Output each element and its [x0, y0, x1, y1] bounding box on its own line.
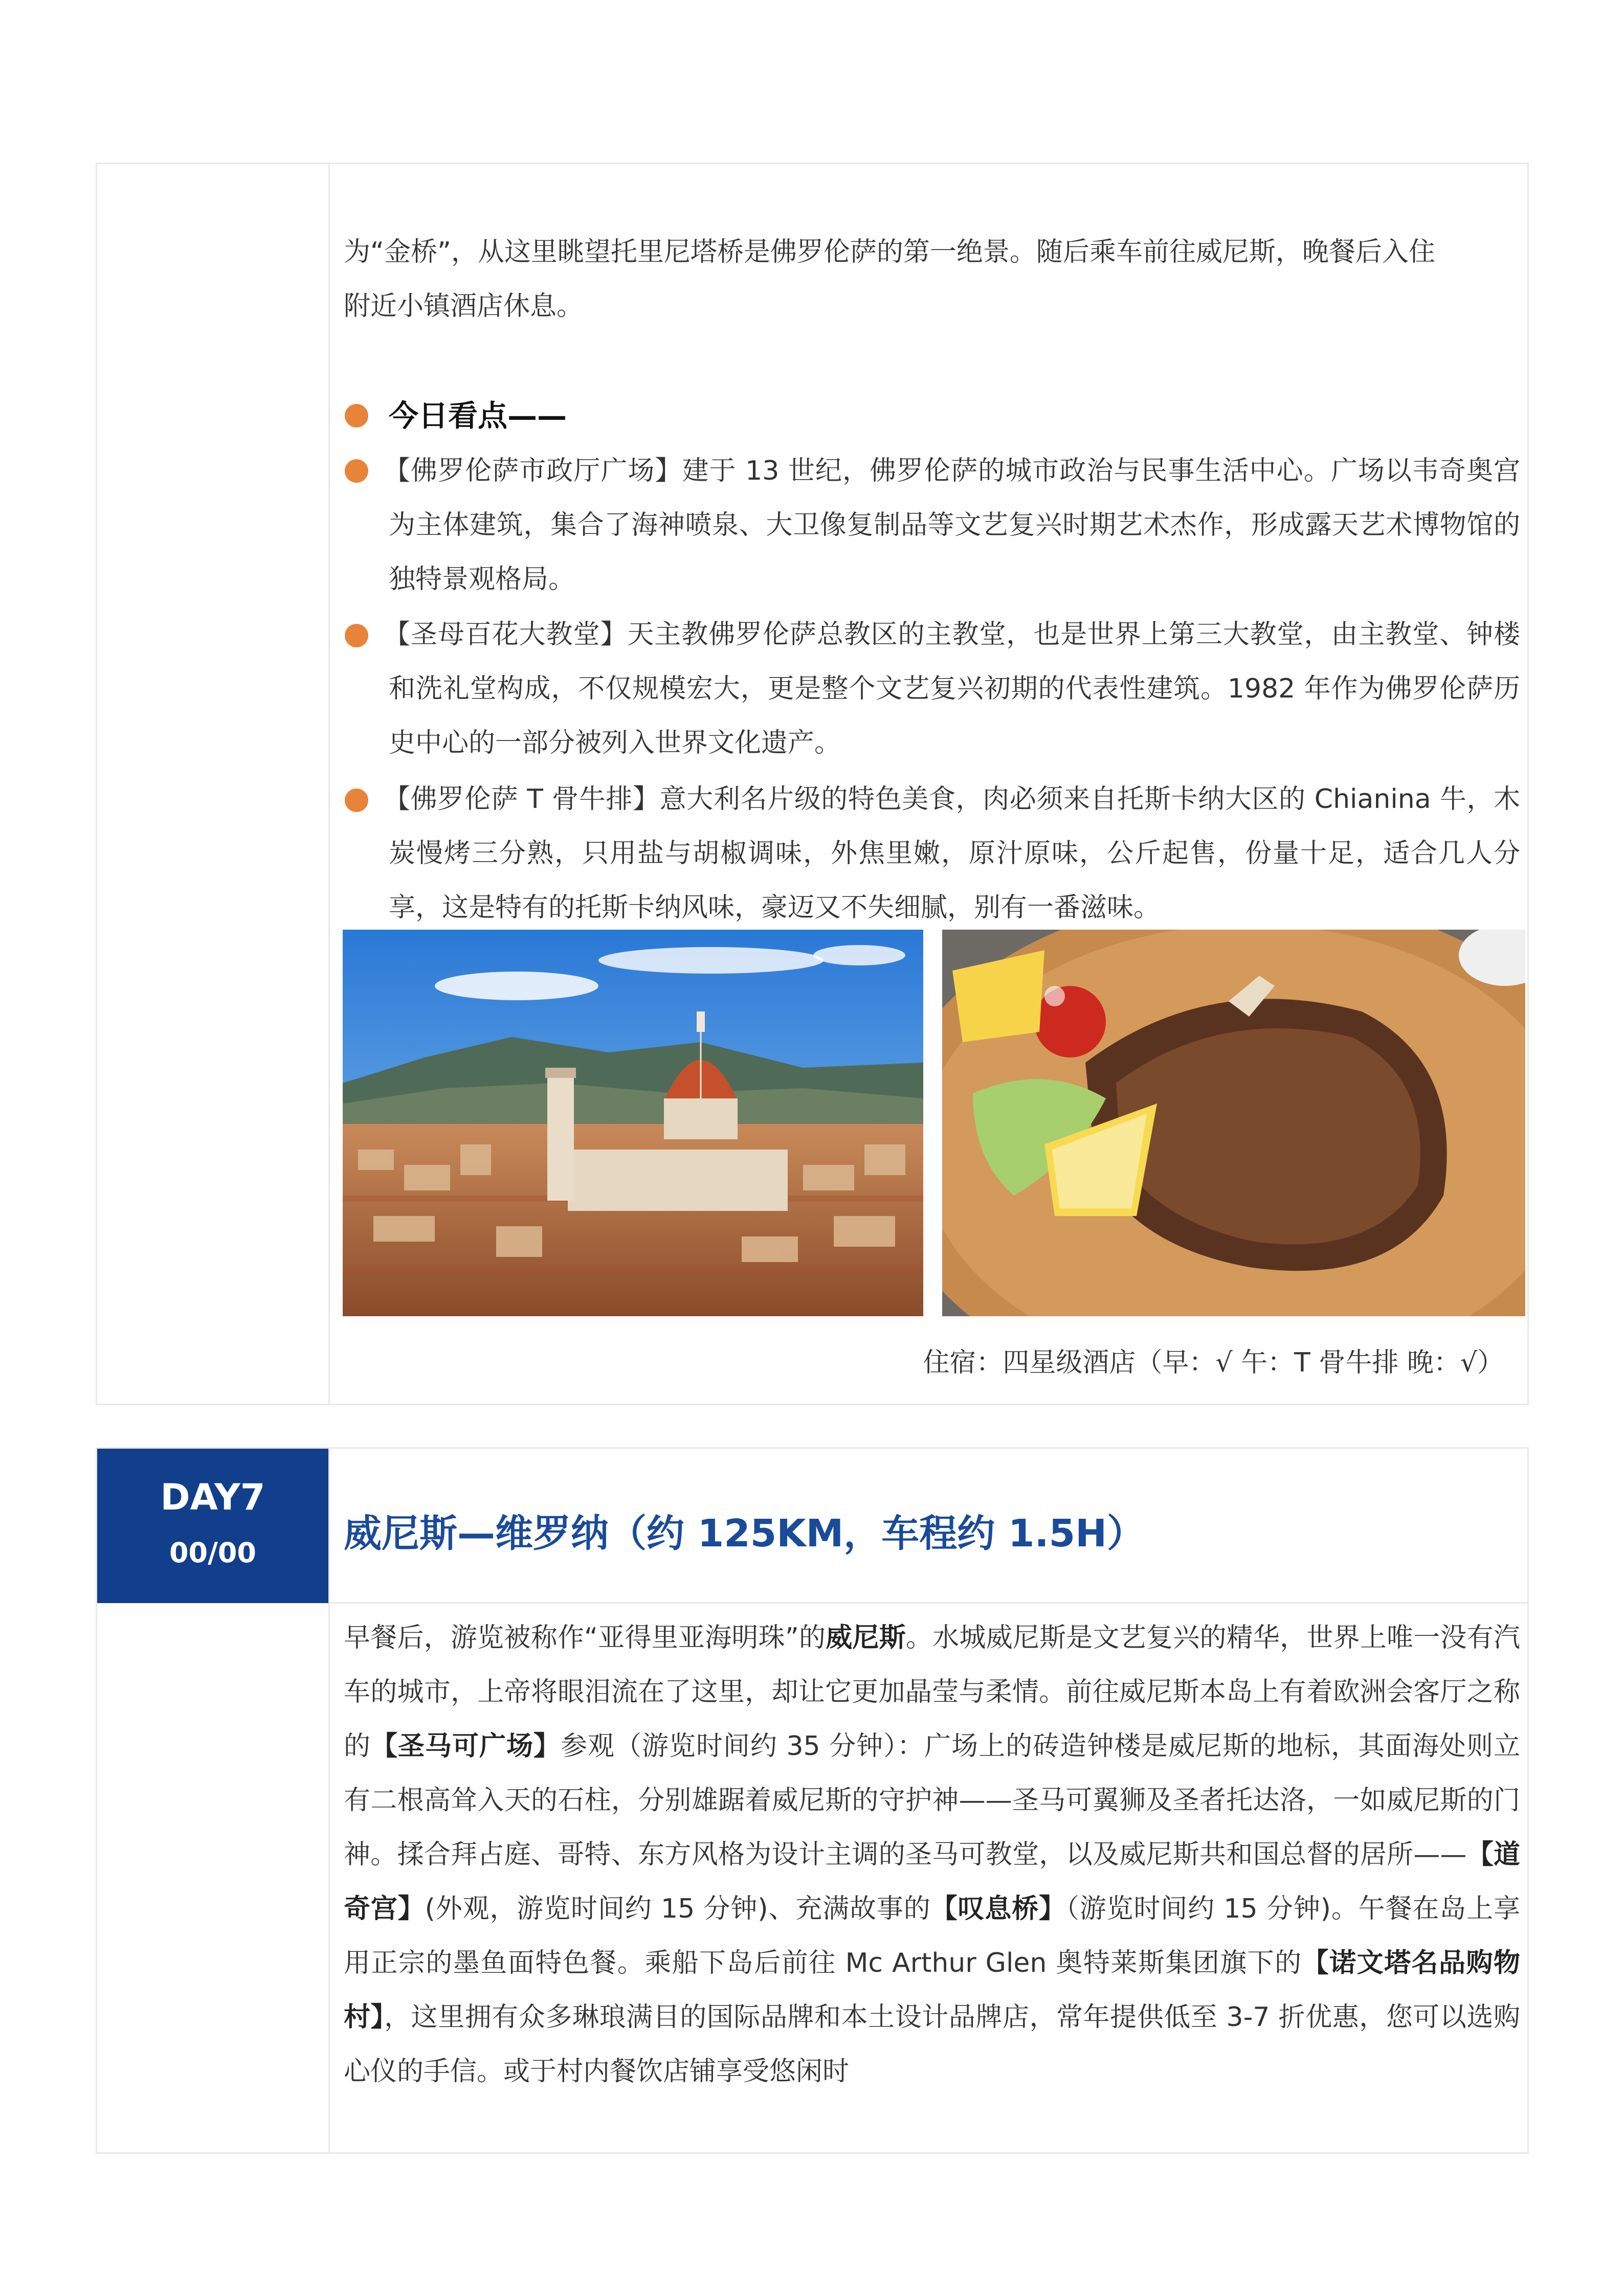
day7-body-text: 参观（游览时间约 35 分钟）：广场上的砖造钟楼是威尼斯的地标，其面海处则立有二根高耸入天的石柱，分别雄踞着威尼斯的守护神——圣马可翼狮及圣者托达洛，一如威尼斯的门神。揉合拜占庭、哥特、东方风格为设计主调的圣马可教堂，以及威尼斯共和国总督的居所—— — [344, 1731, 1520, 1870]
day7-column-divider — [328, 1447, 330, 2154]
day7-body-text: （游览时间约 15 分钟)。午餐在岛上享用正宗的墨鱼面特色餐。乘船下岛后前往 Mc Arthur Glen 奥特莱斯集团旗下的 — [344, 1894, 1520, 1978]
day6-intro-line-1: 为“金桥”，从这里眺望托里尼塔桥是佛罗伦萨的第一绝景。随后乘车前往威尼斯，晚餐后入住 — [344, 237, 1435, 267]
t-bone-steak-photo — [942, 930, 1525, 1316]
day7-body-highlight: 【诺文塔名品购物村】 — [344, 1948, 1520, 2033]
day7-itinerary-body — [344, 1611, 1520, 2099]
highlights-title: 今日看点—— — [389, 398, 567, 433]
day7-header-divider — [328, 1602, 1528, 1604]
day6-column-divider — [328, 163, 330, 1405]
day7-title: 威尼斯—维罗纳（约 125KM，车程约 1.5H） — [344, 1512, 1145, 1556]
day7-body-highlight: 【叹息桥】 — [930, 1894, 1066, 1924]
day7-body-text: 。水城威尼斯是文艺复兴的精华，世界上唯一没有汽车的城市，上帝将眼泪流在了这里，却让它更加晶莹与柔情。前往威尼斯本岛上有着欧洲会客厅之称的 — [344, 1623, 1520, 1762]
day6-intro-line-2: 附近小镇酒店休息。 — [344, 291, 584, 322]
day7-body-highlight: 【道奇宫】 — [344, 1839, 1520, 1924]
highlight-item-2: 【圣母百花大教堂】天主教佛罗伦萨总教区的主教堂，也是世界上第三大教堂，由主教堂、钟楼和洗礼堂构成，不仅规模宏大，更是整个文艺复兴初期的代表性建筑。1982 年作为佛罗伦萨历史中心的一部分被列入世界文化遗产。 — [384, 619, 1520, 758]
day7-body-text: (外观，游览时间约 15 分钟)、充满故事的 — [425, 1894, 931, 1924]
day7-badge — [97, 1449, 328, 1603]
day7-body-highlight: 威尼斯 — [826, 1623, 906, 1653]
highlight-item-1: 【佛罗伦萨市政厅广场】建于 13 世纪，佛罗伦萨的城市政治与民事生活中心。广场以韦奇奥宫为主体建筑，集合了海神喷泉、大卫像复制品等文艺复兴时期艺术杰作，形成露天艺术博物馆的独特景观格局。 — [384, 456, 1520, 595]
florence-cityscape-photo — [343, 930, 923, 1316]
day7-body-text: ，这里拥有众多琳琅满目的国际品牌和本土设计品牌店，常年提供低至 3-7 折优惠，您可以选购心仪的手信。或于村内餐饮店铺享受悠闲时 — [344, 2002, 1520, 2087]
day6-lodging-info: 住宿：四星级酒店（早：√ 午：T 骨牛排 晚：√） — [923, 1347, 1504, 1378]
day7-date: 00/00 — [169, 1537, 256, 1569]
day7-label: DAY7 — [160, 1476, 265, 1518]
day7-body-highlight: 【圣马可广场】 — [371, 1731, 561, 1762]
highlights-title-bullet-icon — [345, 404, 368, 427]
day7-body-text: 早餐后，游览被称作“亚得里亚海明珠”的 — [344, 1623, 826, 1653]
highlight-item-3: 【佛罗伦萨 T 骨牛排】意大利名片级的特色美食，肉必须来自托斯卡纳大区的 Chianina 牛，木炭慢烤三分熟，只用盐与胡椒调味，外焦里嫩，原汁原味，公斤起售，份量十足，适合几人分享，这是特有的托斯卡纳风味，豪迈又不失细腻，别有一番滋味。 — [384, 784, 1520, 923]
